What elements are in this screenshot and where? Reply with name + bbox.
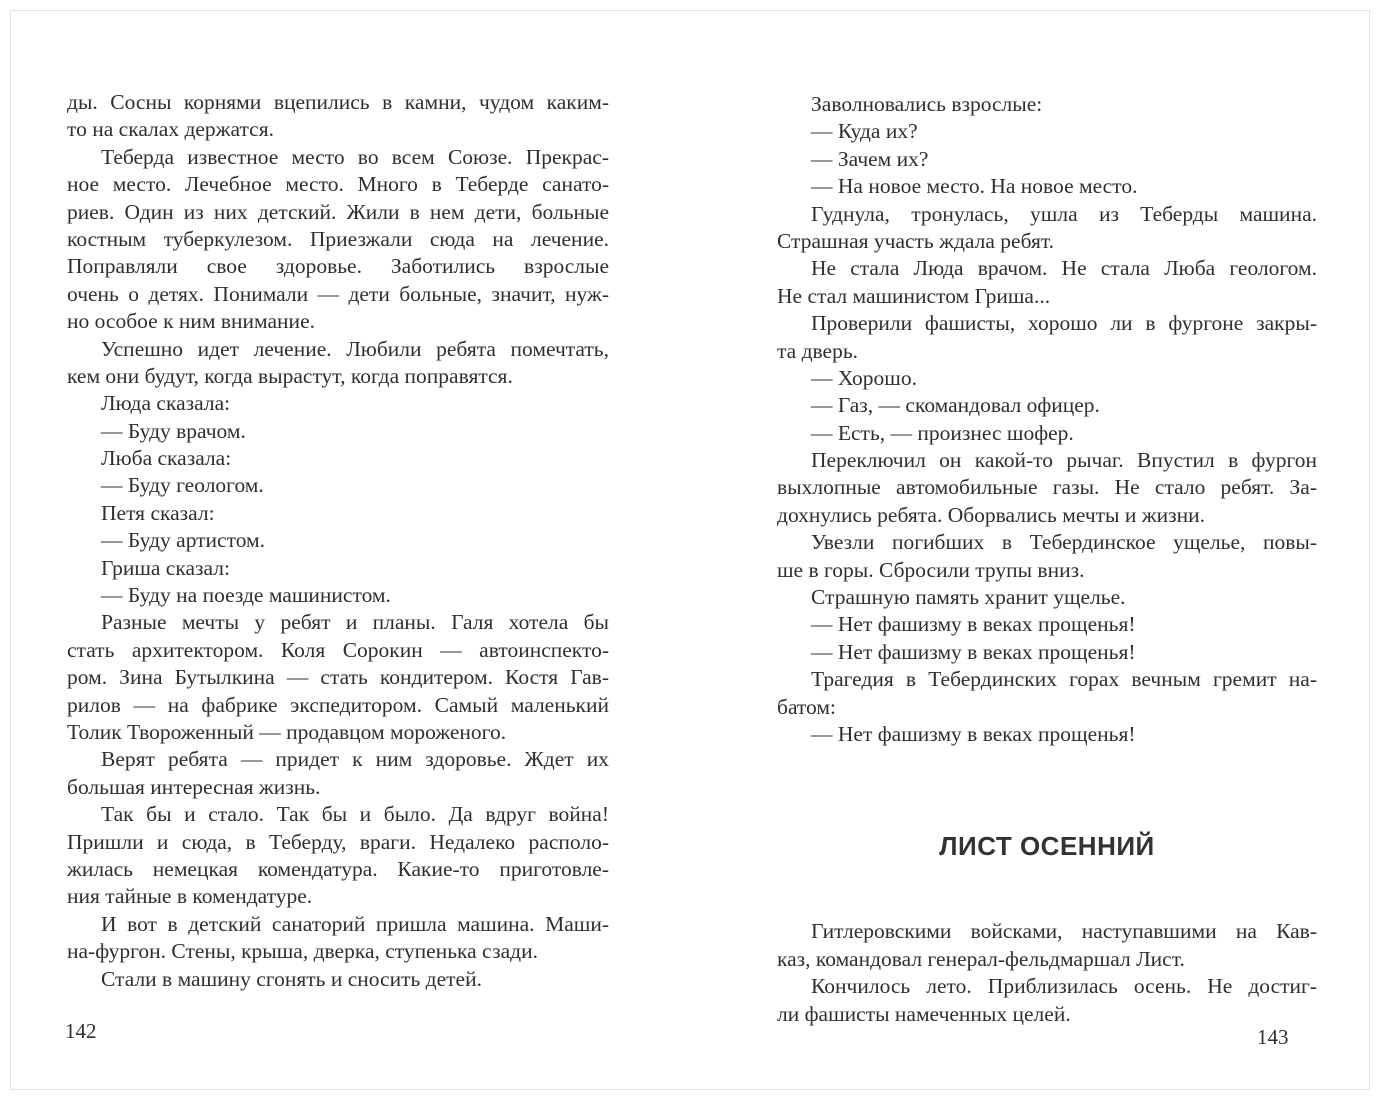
text-line: — Зачем их? [811,146,929,171]
text-line: — Нет фашизму в веках прощенья! [811,639,1136,664]
text-line: Так бы и стало. Так бы и было. Да вдруг война! [101,802,609,827]
text-line: Проверили фашисты, хорошо ли в фургоне закры- [811,311,1317,336]
text-line: — Буду на поезде машинистом. [101,583,391,608]
text-line: ния тайные в комендатуре. [67,884,313,909]
text-line: Не стал машинистом Гриша... [777,283,1051,308]
text-line: Петя сказал: [101,500,215,525]
text-line: — На новое место. На новое место. [811,174,1138,199]
text-line: Страшную память хранит ущелье. [811,585,1126,610]
text-line: — Нет фашизму в веках прощенья! [811,721,1136,746]
text-line: — Нет фашизму в веках прощенья! [811,612,1136,637]
text-line: Люба сказала: [101,446,232,471]
text-line: — Газ, — скомандовал офицер. [811,393,1100,418]
text-line: Не стала Люда врачом. Не стала Люба геологом. [811,256,1317,281]
text-line: — Куда их? [811,119,918,144]
text-line: Толик Твороженный — продавцом мороженого. [67,719,507,744]
page-number-left: 142 [65,1019,97,1043]
text-line: жилась немецкая комендатура. Какие-то приготовле- [67,856,609,881]
text-line: Гриша сказал: [101,555,230,580]
text-line: И вот в детский санаторий пришла машина. Маши- [101,911,609,936]
text-line: ли фашисты намеченных целей. [777,1001,1071,1026]
text-line: то на скалах держатся. [67,117,274,142]
text-line: каз, командовал генерал-фельдмаршал Лист. [777,946,1185,971]
text-line: выхлопные автомобильные газы. Не стало ребят. За- [777,475,1317,500]
text-line: Гуднула, тронулась, ушла из Теберды машина. [811,201,1317,226]
text-line: Увезли погибших в Тебердинское ущелье, повы- [811,530,1317,555]
text-line: Успешно идет лечение. Любили ребята помечтать, [101,336,609,361]
text-line: ше в горы. Сбросили трупы вниз. [777,557,1085,582]
text-line: — Хорошо. [811,365,917,390]
text-line: та дверь. [777,338,859,363]
text-line: риев. Один из них детский. Жили в нем дети, больные [67,199,609,224]
text-line: рилов — на фабрике экспедитором. Самый маленький [67,692,609,717]
text-line: — Буду геологом. [101,473,264,498]
text-line: Кончилось лето. Приблизилась осень. Не достиг- [811,974,1317,999]
text-line: ное место. Лечебное место. Много в Теберде санато- [67,172,609,197]
text-line: Люда сказала: [101,391,231,416]
text-line: батом: [777,694,836,719]
right-page-body-before-heading [777,91,1317,748]
right-page-text [777,91,1317,1028]
text-line: Переключил он какой-то рычаг. Впустил в фургон [811,448,1317,473]
text-line: Верят ребята — придет к ним здоровье. Ждет их [101,747,609,772]
text-line: костным туберкулезом. Приезжали сюда на лечение. [67,226,609,251]
chapter-heading: ЛИСТ ОСЕННИЙ [939,831,1155,862]
text-line: ды. Сосны корнями вцепились в камни, чудом каким- [67,90,609,114]
text-line: большая интересная жизнь. [67,774,321,799]
page-number-right: 143 [1257,1025,1289,1049]
text-line: Гитлеровскими войсками, наступавшими на Кав- [811,919,1317,944]
left-page-text [67,89,609,993]
text-line: — Есть, — произнес шофер. [811,420,1074,445]
text-line: Разные мечты у ребят и планы. Галя хотела бы [101,610,609,635]
text-line: ром. Зина Бутылкина — стать кондитером. Костя Гав- [67,665,609,690]
text-line: Теберда известное место во всем Союзе. Прекрас- [101,144,609,169]
text-line: кем они будут, когда вырастут, когда поправятся. [67,363,513,388]
text-line: стать архитектором. Коля Сорокин — автоинспекто- [67,637,609,662]
text-line: Заволновались взрослые: [811,92,1043,116]
text-line: — Буду врачом. [101,418,246,443]
text-line: Пришли и сюда, в Теберду, враги. Недалеко располо- [67,829,609,854]
text-line: Страшная участь ждала ребят. [777,228,1055,253]
text-line: но особое к ним внимание. [67,309,315,334]
text-line: дохнулись ребята. Оборвались мечты и жизни. [777,502,1205,527]
text-line: — Буду артистом. [101,528,266,553]
text-line: Стали в машину сгонять и сносить детей. [101,966,482,991]
right-page-body-after-heading [777,918,1317,1028]
book-spread [10,10,1370,1090]
text-line: Трагедия в Тебердинских горах вечным гремит на- [811,667,1317,692]
text-line: на-фургон. Стены, крыша, дверка, ступенька сзади. [67,939,538,964]
text-line: очень о детях. Понимали — дети больные, значит, нуж- [67,281,609,306]
text-line: Поправляли свое здоровье. Заботились взрослые [67,254,609,279]
